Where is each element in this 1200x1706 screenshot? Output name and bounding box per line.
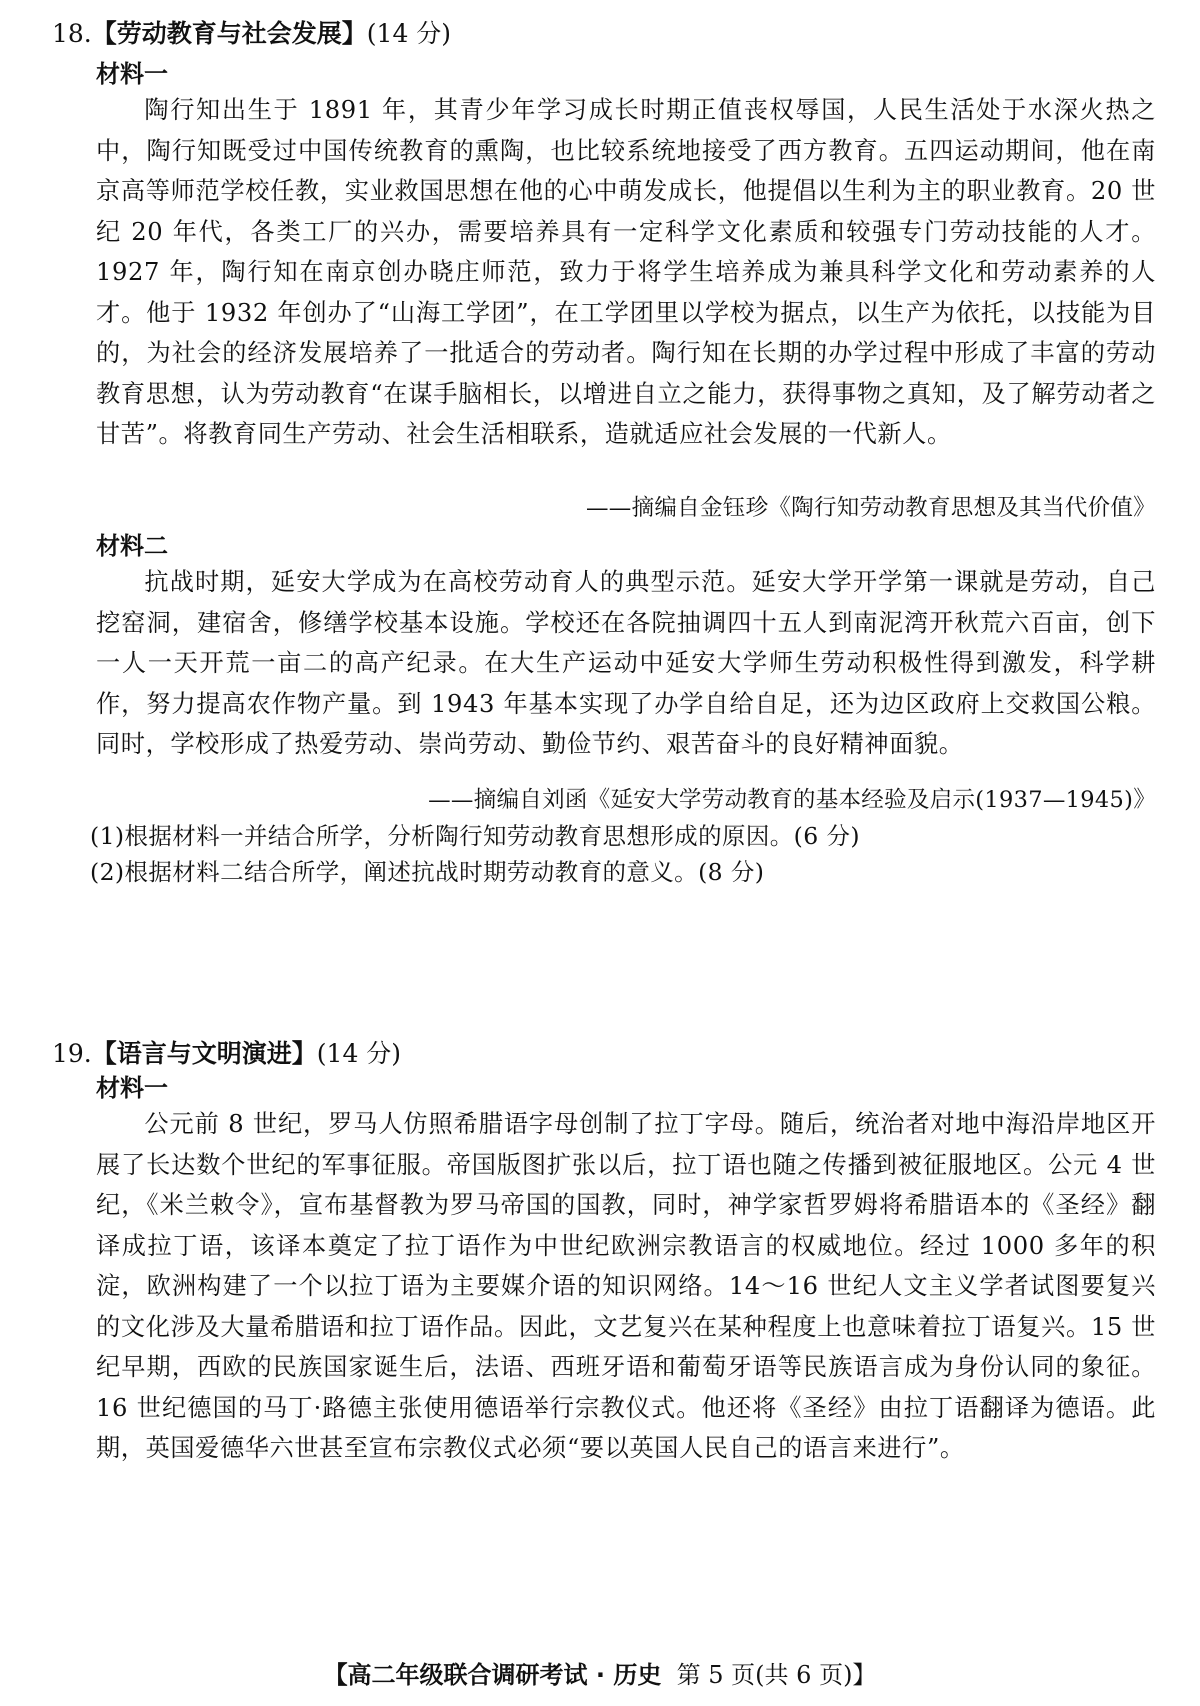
question-number: 18. xyxy=(52,19,92,48)
material-one-label: 材料一 xyxy=(96,1074,168,1102)
question-topic: 【语言与文明演进】 xyxy=(91,1039,317,1068)
sub-question-2: (2)根据材料二结合所学，阐述抗战时期劳动教育的意义。(8 分) xyxy=(90,858,765,886)
material-one-label: 材料一 xyxy=(96,60,168,88)
question-18-title xyxy=(52,16,451,52)
question-score: (14 分) xyxy=(366,19,452,48)
sub-question-1: (1)根据材料一并结合所学，分析陶行知劳动教育思想形成的原因。(6 分) xyxy=(90,822,860,850)
material-one-text: 公元前 8 世纪，罗马人仿照希腊语字母创制了拉丁字母。随后，统治者对地中海沿岸地区开展了长达数个世纪的军事征服。帝国版图扩张以后，拉丁语也随之传播到被征服地区。公元 4 世纪，《米兰敕令》，宣布基督教为罗马帝国的国教，同时，神学家哲罗姆将希腊语本的《圣经》翻译成拉丁语，该译本奠定了拉丁语作为中世纪欧洲宗教语言的权威地位。经过 1000 多年的积淀，欧洲构建了一个以拉丁语为主要媒介语的知识网络。14～16 世纪人文主义学者试图要复兴的文化涉及大量希腊语和拉丁语作品。因此，文艺复兴在某种程度上也意味着拉丁语复兴。15 世纪早期，西欧的民族国家诞生后，法语、西班牙语和葡萄牙语等民族语言成为身份认同的象征。16 世纪德国的马丁·路德主张使用德语举行宗教仪式。他还将《圣经》由拉丁语翻译为德语。此期，英国爱德华六世甚至宣布宗教仪式必须“要以英国人民自己的语言来进行”。 xyxy=(96,1110,1156,1462)
material-one-text: 陶行知出生于 1891 年，其青少年学习成长时期正值丧权辱国，人民生活处于水深火热之中，陶行知既受过中国传统教育的熏陶，也比较系统地接受了西方教育。五四运动期间，他在南京高等师范学校任教，实业救国思想在他的心中萌发成长，他提倡以生利为主的职业教育。20 世纪 20 年代，各类工厂的兴办，需要培养具有一定科学文化素质和较强专门劳动技能的人才。1927 年，陶行知在南京创办晓庄师范，致力于将学生培养成为兼具科学文化和劳动素养的人才。他于 1932 年创办了“山海工学团”，在工学团里以学校为据点，以生产为依托，以技能为目的，为社会的经济发展培养了一批适合的劳动者。陶行知在长期的办学过程中形成了丰富的劳动教育思想，认为劳动教育“在谋手脑相长，以增进自立之能力，获得事物之真知，及了解劳动者之甘苦”。将教育同生产劳动、社会生活相联系，造就适应社会发展的一代新人。 xyxy=(96,96,1156,448)
question-topic: 【劳动教育与社会发展】 xyxy=(91,19,367,48)
material-two-text: 抗战时期，延安大学成为在高校劳动育人的典型示范。延安大学开学第一课就是劳动，自己挖窑洞，建宿舍，修缮学校基本设施。学校还在各院抽调四十五人到南泥湾开秋荒六百亩，创下一人一天开荒一亩二的高产纪录。在大生产运动中延安大学师生劳动积极性得到激发，科学耕作，努力提高农作物产量。到 1943 年基本实现了办学自给自足，还为边区政府上交救国公粮。同时，学校形成了热爱劳动、崇尚劳动、勤俭节约、艰苦奋斗的良好精神面貌。 xyxy=(96,568,1156,758)
question-number: 19. xyxy=(52,1039,92,1068)
page-number: 第 5 页(共 6 页)】 xyxy=(676,1661,877,1689)
question-score: (14 分) xyxy=(316,1039,402,1068)
exam-name: 【高二年级联合调研考试 · 历史 xyxy=(323,1661,662,1689)
material-two-label: 材料二 xyxy=(96,532,168,560)
material-two-source: ——摘编自刘函《延安大学劳动教育的基本经验及启示(1937—1945)》 xyxy=(428,787,1156,813)
material-one-source: ——摘编自金钰珍《陶行知劳动教育思想及其当代价值》 xyxy=(585,495,1156,521)
page-footer xyxy=(0,1658,1200,1692)
question-19-title xyxy=(52,1036,401,1072)
